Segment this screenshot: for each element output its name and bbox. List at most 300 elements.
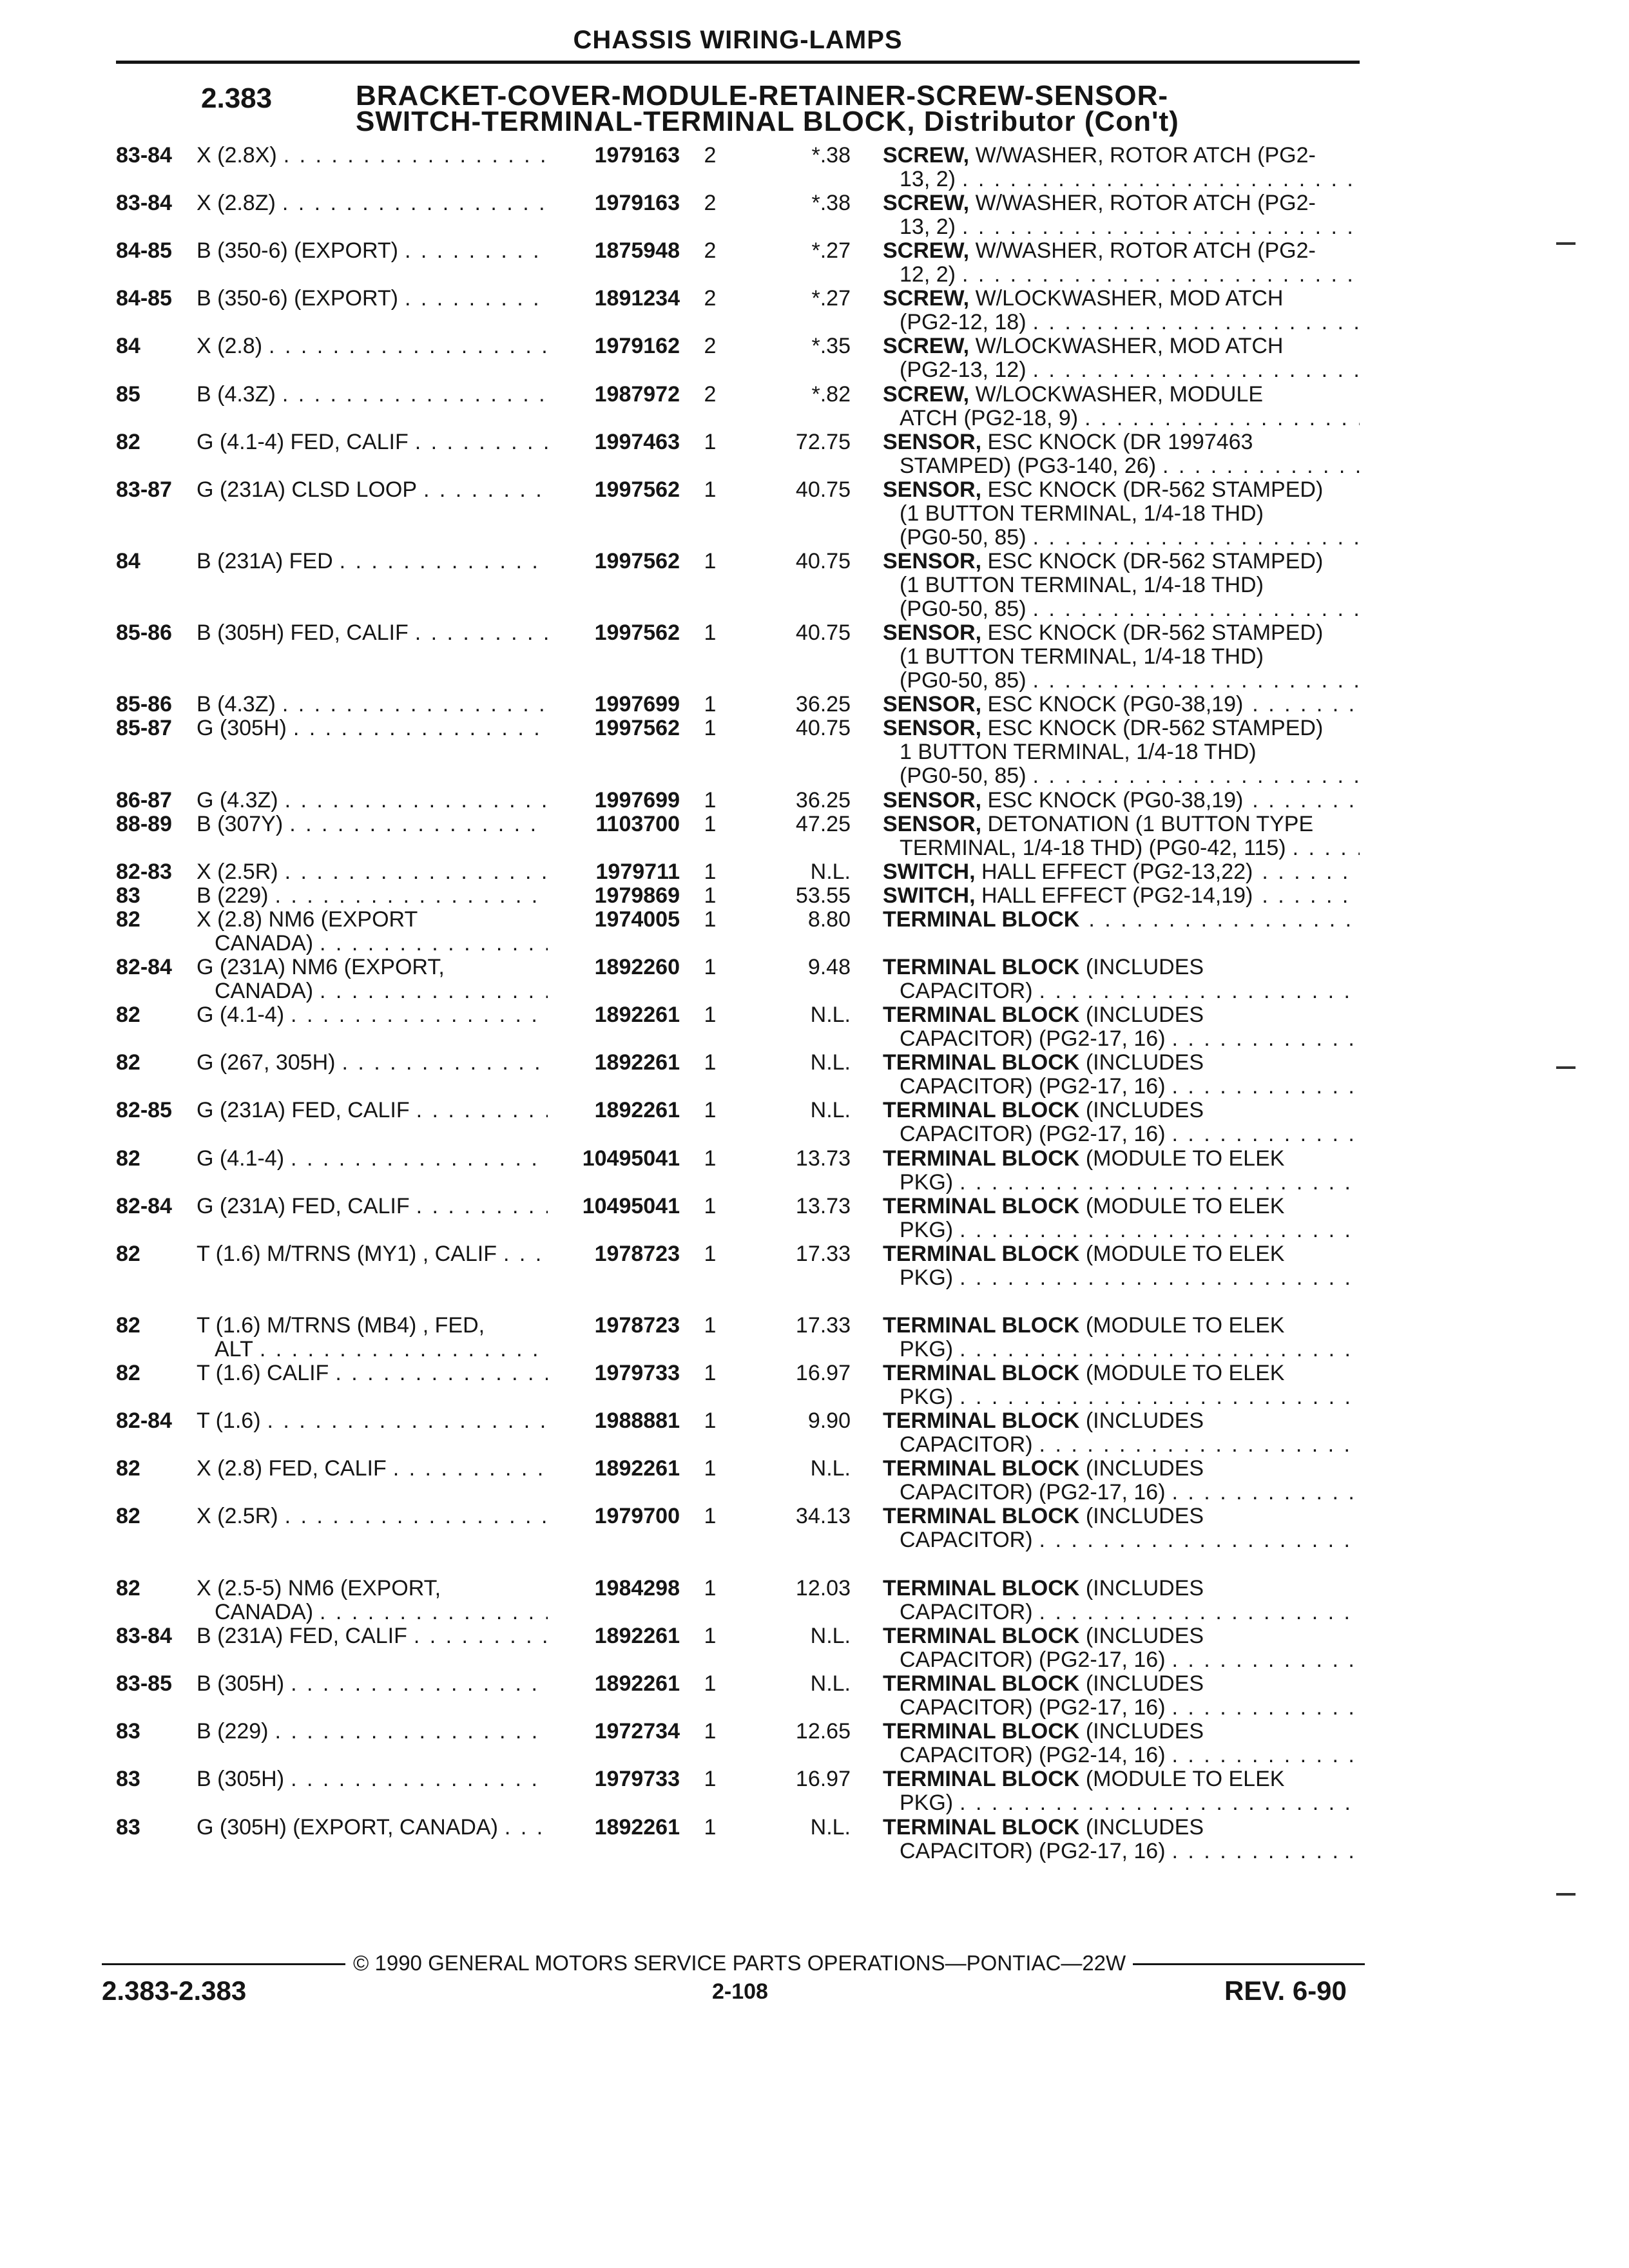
description-line: [883, 1314, 1360, 1338]
application-line: [197, 884, 548, 908]
footer-section-range: 2.383-2.383: [102, 1975, 247, 2006]
application: [197, 1624, 548, 1648]
model-year: 82: [116, 1242, 140, 1266]
dot-leader: [423, 478, 548, 502]
dot-leader: [291, 1672, 548, 1696]
dot-leader: [1172, 1075, 1360, 1099]
part-detail: (INCLUDES: [1085, 1671, 1204, 1696]
part-number: 1997699: [594, 692, 680, 716]
price: *.35: [811, 334, 851, 358]
part-detail: (INCLUDES: [1085, 1576, 1204, 1600]
description-text: [883, 908, 1079, 932]
dot-leader: [342, 1051, 548, 1075]
application: [197, 956, 548, 1003]
part-number: 1974005: [594, 907, 680, 932]
quantity: 1: [704, 788, 717, 812]
dot-leader: [275, 884, 548, 908]
model-year: 82: [116, 430, 140, 454]
description-text: 12, 2): [900, 262, 956, 287]
part-name: TERMINAL BLOCK: [883, 1098, 1080, 1122]
dot-leader: [335, 1361, 548, 1385]
dot-leader: [415, 621, 548, 645]
model-year: 86-87: [116, 788, 172, 812]
application-line: [197, 860, 548, 884]
description-text: PKG): [900, 1791, 954, 1815]
model-year: 82: [116, 1146, 140, 1171]
description-line: [883, 334, 1360, 358]
quantity: 1: [704, 620, 717, 645]
description-line: [883, 1099, 1360, 1122]
description-text: CAPACITOR): [900, 979, 1033, 1003]
quantity: 1: [704, 1504, 717, 1528]
part-number: 1984298: [594, 1576, 680, 1600]
quantity: 1: [704, 907, 717, 932]
description: [883, 1051, 1360, 1099]
part-detail: (MODULE TO ELEK: [1085, 1146, 1285, 1171]
description-line: [883, 550, 1360, 573]
price: 12.03: [795, 1576, 851, 1600]
application-text: X (2.5R): [197, 1504, 278, 1528]
price: N.L.: [810, 1624, 851, 1648]
part-name: TERMINAL BLOCK: [883, 1313, 1080, 1338]
model-year: 83: [116, 1815, 140, 1840]
price: N.L.: [810, 860, 851, 884]
dot-leader: [1262, 884, 1360, 908]
model-year: 84: [116, 549, 140, 573]
dot-leader: [1172, 1027, 1360, 1051]
part-name: SCREW,: [883, 191, 970, 215]
part-name: TERMINAL BLOCK: [883, 1408, 1080, 1433]
description-text: PKG): [900, 1337, 954, 1361]
price: 16.97: [795, 1767, 851, 1791]
quantity: 2: [704, 286, 717, 311]
description: [883, 383, 1360, 430]
model-year: 83-84: [116, 143, 172, 168]
model-year: 82: [116, 1313, 140, 1338]
quantity: 1: [704, 1408, 717, 1433]
description-line: [883, 215, 1360, 239]
quantity: 1: [704, 1242, 717, 1266]
application: [197, 1314, 548, 1361]
application-line: [197, 789, 548, 812]
dot-leader: [1172, 1481, 1360, 1504]
section-title-line-2: SWITCH-TERMINAL-TERMINAL BLOCK, Distributor (Con't): [356, 106, 1179, 137]
application-line: [197, 1003, 548, 1027]
application-line: [197, 1338, 548, 1361]
dot-leader: [1039, 1600, 1360, 1624]
quantity: 1: [704, 1624, 717, 1648]
description-line: [883, 239, 1360, 263]
footer-rule-left: [102, 1963, 345, 1965]
dot-leader: [1172, 1744, 1360, 1767]
part-number: 1979162: [594, 334, 680, 358]
description-line: [883, 693, 1360, 716]
dot-leader: [285, 789, 548, 812]
part-detail: W/LOCKWASHER, MOD ATCH: [975, 334, 1284, 358]
dot-leader: [1033, 597, 1360, 621]
description-line: [883, 1577, 1360, 1600]
dot-leader: [1252, 789, 1360, 812]
application: [197, 1409, 548, 1433]
description-line: [883, 789, 1360, 812]
part-name: TERMINAL BLOCK: [883, 1361, 1080, 1385]
description: [883, 1672, 1360, 1720]
quantity: 1: [704, 1194, 717, 1218]
dot-leader: [293, 716, 548, 740]
description-line: [883, 764, 1360, 788]
application-line: [197, 716, 548, 740]
dot-leader: [959, 1171, 1360, 1195]
part-number: 1892261: [594, 1671, 680, 1696]
dot-leader: [962, 263, 1360, 287]
price: N.L.: [810, 1671, 851, 1696]
application: [197, 1099, 548, 1122]
description-line: [883, 1648, 1360, 1672]
application-line: [197, 334, 548, 358]
part-name: SENSOR,: [883, 788, 982, 812]
part-name: SENSOR,: [883, 430, 982, 454]
part-name: TERMINAL BLOCK: [883, 1456, 1080, 1481]
application: [197, 1577, 548, 1624]
part-name: TERMINAL BLOCK: [883, 1504, 1080, 1528]
description-text: [883, 884, 1253, 908]
part-number: 1892261: [594, 1003, 680, 1027]
application-line: [197, 1409, 548, 1433]
application-line: [197, 1816, 548, 1840]
application-line: [197, 430, 548, 454]
description-line: 1 BUTTON TERMINAL, 1/4-18 THD): [900, 740, 1257, 764]
description: [883, 1816, 1360, 1863]
description: [883, 812, 1360, 860]
description-line: [883, 669, 1360, 693]
description-text: ATCH (PG2-18, 9): [900, 406, 1079, 430]
application-text: CANADA): [215, 931, 314, 956]
part-number: 1997562: [594, 716, 680, 740]
price: 12.65: [795, 1719, 851, 1744]
application-line: [197, 1147, 548, 1171]
description-text: CAPACITOR) (PG2-17, 16): [900, 1648, 1166, 1672]
application-line: [197, 812, 548, 836]
application-line: X (2.5-5) NM6 (EXPORT,: [197, 1576, 441, 1600]
quantity: 1: [704, 1146, 717, 1171]
description-text: (PG0-50, 85): [900, 525, 1027, 550]
part-detail: (MODULE TO ELEK: [1085, 1361, 1285, 1385]
description-text: PKG): [900, 1385, 954, 1409]
application-text: G (231A) CLSD LOOP: [197, 477, 418, 502]
dot-leader: [1172, 1648, 1360, 1672]
application-line: [197, 383, 548, 407]
description: [883, 191, 1360, 239]
part-name: TERMINAL BLOCK: [883, 1815, 1080, 1840]
price: 40.75: [795, 549, 851, 573]
application: [197, 1361, 548, 1385]
description: [883, 956, 1360, 1003]
description-line: [883, 1816, 1360, 1840]
part-name: SCREW,: [883, 334, 970, 358]
quantity: 2: [704, 382, 717, 407]
dot-leader: [282, 383, 548, 407]
part-number: 1987972: [594, 382, 680, 407]
quantity: 1: [704, 1815, 717, 1840]
description: [883, 1361, 1360, 1409]
part-number: 1892261: [594, 1624, 680, 1648]
quantity: 1: [704, 477, 717, 502]
description-line: [883, 168, 1360, 191]
part-detail: (INCLUDES: [1085, 955, 1204, 979]
price: 34.13: [795, 1504, 851, 1528]
part-number: 1875948: [594, 238, 680, 263]
description-line: [883, 1409, 1360, 1433]
price: *.82: [811, 382, 851, 407]
part-number: 1972734: [594, 1719, 680, 1744]
price: 13.73: [795, 1146, 851, 1171]
application-text: X (2.8) FED, CALIF: [197, 1456, 387, 1481]
description-line: [883, 884, 1360, 908]
application-line: [197, 1767, 548, 1791]
dot-leader: [320, 932, 548, 956]
description-text: CAPACITOR) (PG2-17, 16): [900, 1480, 1166, 1504]
description-text: PKG): [900, 1265, 954, 1290]
quantity: 1: [704, 716, 717, 740]
part-name: TERMINAL BLOCK: [883, 1624, 1080, 1648]
application-line: [197, 1672, 548, 1696]
part-number: 1892261: [594, 1815, 680, 1840]
model-year: 82: [116, 1456, 140, 1481]
description: [883, 1409, 1360, 1457]
model-year: 82: [116, 1003, 140, 1027]
price: N.L.: [810, 1815, 851, 1840]
dot-leader: [405, 287, 548, 311]
description-line: [883, 1433, 1360, 1457]
dot-leader: [291, 1767, 548, 1791]
description-line: [883, 311, 1360, 334]
application-line: X (2.8) NM6 (EXPORT: [197, 907, 418, 932]
footer-revision: REV. 6-90: [1224, 1975, 1347, 2006]
dot-leader: [1033, 669, 1360, 693]
description-line: [883, 836, 1360, 860]
part-detail: HALL EFFECT (PG2-14,19): [981, 883, 1253, 908]
part-detail: W/LOCKWASHER, MOD ATCH: [975, 286, 1284, 311]
quantity: 1: [704, 1313, 717, 1338]
price: N.L.: [810, 1050, 851, 1075]
application: [197, 1504, 548, 1528]
application: [197, 430, 548, 454]
description: [883, 334, 1360, 382]
price: *.38: [811, 191, 851, 215]
price: N.L.: [810, 1098, 851, 1122]
part-number: 1979733: [594, 1767, 680, 1791]
title-rule: [116, 61, 1360, 64]
description-line: [883, 1122, 1360, 1146]
quantity: 1: [704, 430, 717, 454]
section-number: 2.383: [201, 82, 273, 114]
description-line: [883, 956, 1360, 979]
application-line: [197, 1504, 548, 1528]
quantity: 1: [704, 883, 717, 908]
part-name: SWITCH,: [883, 860, 976, 884]
part-name: SCREW,: [883, 238, 970, 263]
price: 40.75: [795, 716, 851, 740]
dot-leader: [393, 1457, 548, 1481]
price: *.27: [811, 286, 851, 311]
part-number: 1103700: [595, 812, 680, 836]
application-line: [197, 932, 548, 956]
part-number: 1892260: [594, 955, 680, 979]
description: [883, 1767, 1360, 1815]
part-detail: ESC KNOCK (PG0-38,19): [987, 788, 1244, 812]
price: 36.25: [795, 692, 851, 716]
quantity: 1: [704, 1098, 717, 1122]
model-year: 83: [116, 1719, 140, 1744]
dot-leader: [959, 1338, 1360, 1361]
part-name: SCREW,: [883, 382, 970, 407]
description-line: [883, 383, 1360, 407]
description-text: 13, 2): [900, 167, 956, 191]
dot-leader: [1039, 1433, 1360, 1457]
application-text: T (1.6) M/TRNS (MY1) , CALIF: [197, 1242, 497, 1266]
application-line: [197, 144, 548, 168]
application-text: B (4.3Z): [197, 382, 276, 407]
application-line: [197, 693, 548, 716]
application: [197, 383, 548, 407]
application-text: G (231A) FED, CALIF: [197, 1194, 410, 1218]
application: [197, 716, 548, 740]
application: [197, 550, 548, 573]
part-number: 1892261: [594, 1050, 680, 1075]
description: [883, 1624, 1360, 1672]
description-text: [883, 693, 1243, 716]
dot-leader: [959, 1791, 1360, 1815]
part-number: 1997562: [594, 477, 680, 502]
description-line: [883, 1481, 1360, 1504]
model-year: 82: [116, 907, 140, 932]
description-line: [883, 1840, 1360, 1863]
dot-leader: [275, 1720, 548, 1744]
description-line: [883, 1504, 1360, 1528]
dot-leader: [1033, 764, 1360, 788]
description-line: [883, 1720, 1360, 1744]
model-year: 82-84: [116, 955, 172, 979]
description: [883, 716, 1360, 788]
model-year: 84-85: [116, 238, 172, 263]
dot-leader: [505, 1816, 548, 1840]
dot-leader: [1033, 526, 1360, 550]
dot-leader: [269, 334, 548, 358]
dot-leader: [1252, 693, 1360, 716]
description-text: TERMINAL, 1/4-18 THD) (PG0-42, 115): [900, 836, 1286, 860]
dot-leader: [1088, 908, 1360, 932]
description: [883, 621, 1360, 693]
quantity: 2: [704, 143, 717, 168]
description: [883, 860, 1360, 884]
dot-leader: [1039, 1528, 1360, 1552]
description-line: [883, 407, 1360, 430]
dot-leader: [289, 812, 548, 836]
description-text: CAPACITOR) (PG2-14, 16): [900, 1743, 1166, 1767]
application: [197, 1147, 548, 1171]
price: *.38: [811, 143, 851, 168]
part-detail: (INCLUDES: [1085, 1504, 1204, 1528]
application-text: B (4.3Z): [197, 692, 276, 716]
part-detail: W/WASHER, ROTOR ATCH (PG2-: [975, 143, 1316, 168]
part-name: SENSOR,: [883, 812, 982, 836]
dot-leader: [1262, 860, 1360, 884]
description-line: [883, 1767, 1360, 1791]
application: [197, 191, 548, 215]
part-name: SENSOR,: [883, 620, 982, 645]
application: [197, 1003, 548, 1027]
dot-leader: [962, 168, 1360, 191]
section-title-line-1: BRACKET-COVER-MODULE-RETAINER-SCREW-SENSOR-: [356, 80, 1169, 111]
part-number: 10495041: [582, 1194, 680, 1218]
part-name: SWITCH,: [883, 883, 976, 908]
description: [883, 1195, 1360, 1242]
price: 40.75: [795, 620, 851, 645]
part-detail: ESC KNOCK (DR-562 STAMPED): [987, 620, 1324, 645]
part-detail: (MODULE TO ELEK: [1085, 1767, 1285, 1791]
description-line: [883, 621, 1360, 645]
description-line: [883, 1624, 1360, 1648]
application-text: CANADA): [215, 979, 314, 1003]
application: [197, 693, 548, 716]
price: 17.33: [795, 1242, 851, 1266]
description-line: [883, 1003, 1360, 1027]
quantity: 1: [704, 1003, 717, 1027]
quantity: 2: [704, 238, 717, 263]
model-year: 82-84: [116, 1194, 172, 1218]
application-text: G (4.1-4) FED, CALIF: [197, 430, 409, 454]
application-line: [197, 478, 548, 502]
application-text: T (1.6): [197, 1408, 261, 1433]
description-text: CAPACITOR): [900, 1432, 1033, 1457]
price: 40.75: [795, 477, 851, 502]
description-line: [883, 526, 1360, 550]
part-name: TERMINAL BLOCK: [883, 1671, 1080, 1696]
quantity: 1: [704, 1361, 717, 1385]
dot-leader: [320, 979, 548, 1003]
description-line: [883, 1051, 1360, 1075]
dot-leader: [260, 1338, 548, 1361]
part-number: 1892261: [594, 1098, 680, 1122]
model-year: 88-89: [116, 812, 172, 836]
description: [883, 430, 1360, 478]
dot-leader: [405, 239, 548, 263]
footer-page-number: 2-108: [712, 1979, 768, 2004]
dot-leader: [267, 1409, 548, 1433]
description-line: [883, 1791, 1360, 1815]
description: [883, 1099, 1360, 1146]
application-line: [197, 979, 548, 1003]
application: [197, 239, 548, 263]
application-text: B (229): [197, 883, 269, 908]
quantity: 1: [704, 692, 717, 716]
description-text: CAPACITOR) (PG2-17, 16): [900, 1695, 1166, 1720]
part-detail: (MODULE TO ELEK: [1085, 1194, 1285, 1218]
application: [197, 1816, 548, 1840]
model-year: 83: [116, 1767, 140, 1791]
description-line: [883, 1385, 1360, 1409]
application-text: CANADA): [215, 1600, 314, 1624]
application-text: X (2.8X): [197, 143, 277, 168]
part-detail: HALL EFFECT (PG2-13,22): [981, 860, 1253, 884]
price: 53.55: [795, 883, 851, 908]
description-text: [883, 860, 1253, 884]
description-line: [883, 1218, 1360, 1242]
part-name: TERMINAL BLOCK: [883, 1576, 1080, 1600]
price: *.27: [811, 238, 851, 263]
model-year: 85-86: [116, 620, 172, 645]
description-text: STAMPED) (PG3-140, 26): [900, 454, 1157, 478]
